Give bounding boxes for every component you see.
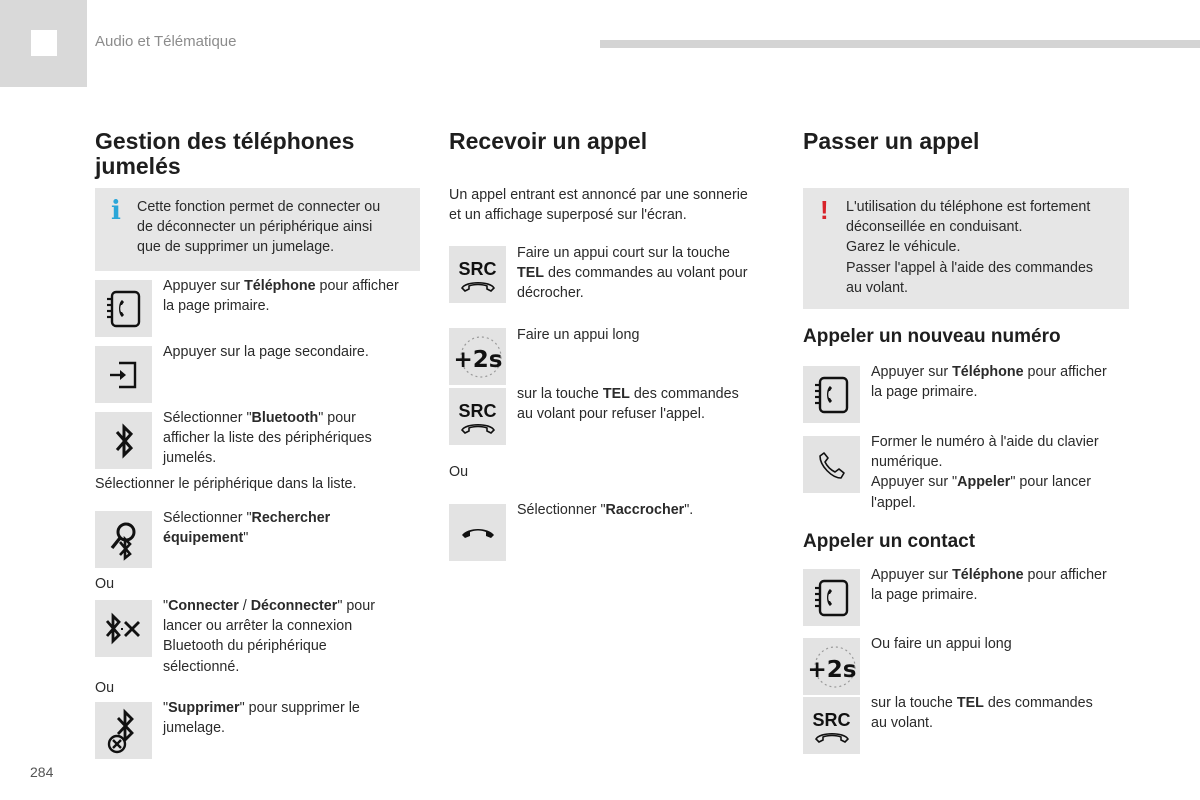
col1-select-device: Sélectionner le périphérique dans la liste. — [95, 476, 357, 492]
hang-up-icon — [449, 504, 506, 561]
header-bar — [600, 40, 1200, 48]
warning-note — [803, 188, 1129, 309]
section-label: Audio et Télématique — [95, 33, 237, 50]
col2-step3-text: sur la touche TEL des commandes au volant pour refuser l'appel. — [517, 386, 739, 423]
src-tel-button-icon-3: SRC — [803, 697, 860, 754]
handset-icon — [458, 420, 498, 436]
secondary-page-icon — [95, 346, 152, 403]
long-press-2s-icon-2 — [803, 638, 860, 695]
subtitle-contact: Appeler un contact — [803, 531, 976, 552]
col2-or: Ou — [449, 464, 469, 480]
col1-title — [95, 129, 354, 179]
col3-s2-step2-text: Ou faire un appui long — [871, 636, 1012, 652]
info-note — [95, 188, 420, 271]
phone-page-icon-3 — [803, 569, 860, 626]
info-icon: i — [111, 196, 121, 226]
handset-icon — [458, 278, 498, 294]
src-tel-button-icon-2: SRC — [449, 388, 506, 445]
col1-step3-text: Sélectionner "Bluetooth" pour afficher la liste des périphériques jumelés. — [163, 410, 372, 467]
col1-step5-text: "Connecter / Déconnecter" pour lancer ou arrêter la connexion Bluetooth du périphérique sélectionné. — [163, 598, 375, 675]
warning-icon: ! — [820, 195, 829, 225]
call-handset-icon — [803, 436, 860, 493]
col3-s2-step3-text: sur la touche TEL des commandes au volant. — [871, 695, 1093, 732]
col1-or-2: Ou — [95, 680, 115, 696]
long-press-2s-icon — [449, 328, 506, 385]
col2-step4-text: Sélectionner "Raccrocher". — [517, 502, 694, 518]
phone-page-icon-2 — [803, 366, 860, 423]
col2-step1-text: Faire un appui court sur la touche TEL des commandes au volant pour décrocher. — [517, 245, 748, 302]
col3-title: Passer un appel — [803, 128, 980, 154]
col3-s1-step2-text: Former le numéro à l'aide du clavier numérique. Appuyer sur "Appeler" pour lancer l'appel. — [871, 434, 1099, 511]
src-tel-button-icon: SRC — [449, 246, 506, 303]
col1-step4-text: Sélectionner "Rechercher équipement" — [163, 510, 331, 547]
col1-title-line1: Gestion des téléphones — [95, 128, 355, 154]
svg-text:+2s: +2s — [453, 346, 502, 373]
search-device-icon — [95, 511, 152, 568]
bluetooth-icon — [95, 412, 152, 469]
col1-step6-text: "Supprimer" pour supprimer le jumelage. — [163, 700, 360, 737]
bluetooth-delete-icon — [95, 702, 152, 759]
subtitle-new-number: Appeler un nouveau numéro — [803, 326, 1061, 347]
col1-or-1: Ou — [95, 576, 115, 592]
handset-icon — [812, 729, 852, 745]
col2-intro: Un appel entrant est annoncé par une sonnerie et un affichage superposé sur l'écran. — [449, 187, 748, 224]
col1-title-line2: jumelés — [95, 153, 181, 179]
warning-note-text: L'utilisation du téléphone est fortement déconseillée en conduisant. Garez le véhicule. Passer l'appel à l'aide des commandes au volant. — [846, 199, 1094, 296]
page-number: 284 — [30, 764, 54, 780]
col2-step2-text: Faire un appui long — [517, 327, 640, 343]
page-corner-tab — [0, 0, 87, 87]
col3-s1-step1-text: Appuyer sur Téléphone pour afficher la page primaire. — [871, 364, 1107, 401]
corner-square — [31, 30, 57, 56]
col3-s2-step1-text: Appuyer sur Téléphone pour afficher la page primaire. — [871, 567, 1107, 604]
phone-page-icon — [95, 280, 152, 337]
col2-title: Recevoir un appel — [449, 128, 648, 154]
info-note-text: Cette fonction permet de connecter ou de déconnecter un périphérique ainsi que de supprimer un jumelage. — [137, 199, 381, 256]
bluetooth-connect-icon — [95, 600, 152, 657]
col1-step1-text: Appuyer sur Téléphone pour afficher la page primaire. — [163, 278, 399, 315]
svg-text:+2s: +2s — [807, 656, 856, 683]
col1-step2-text: Appuyer sur la page secondaire. — [163, 344, 369, 360]
